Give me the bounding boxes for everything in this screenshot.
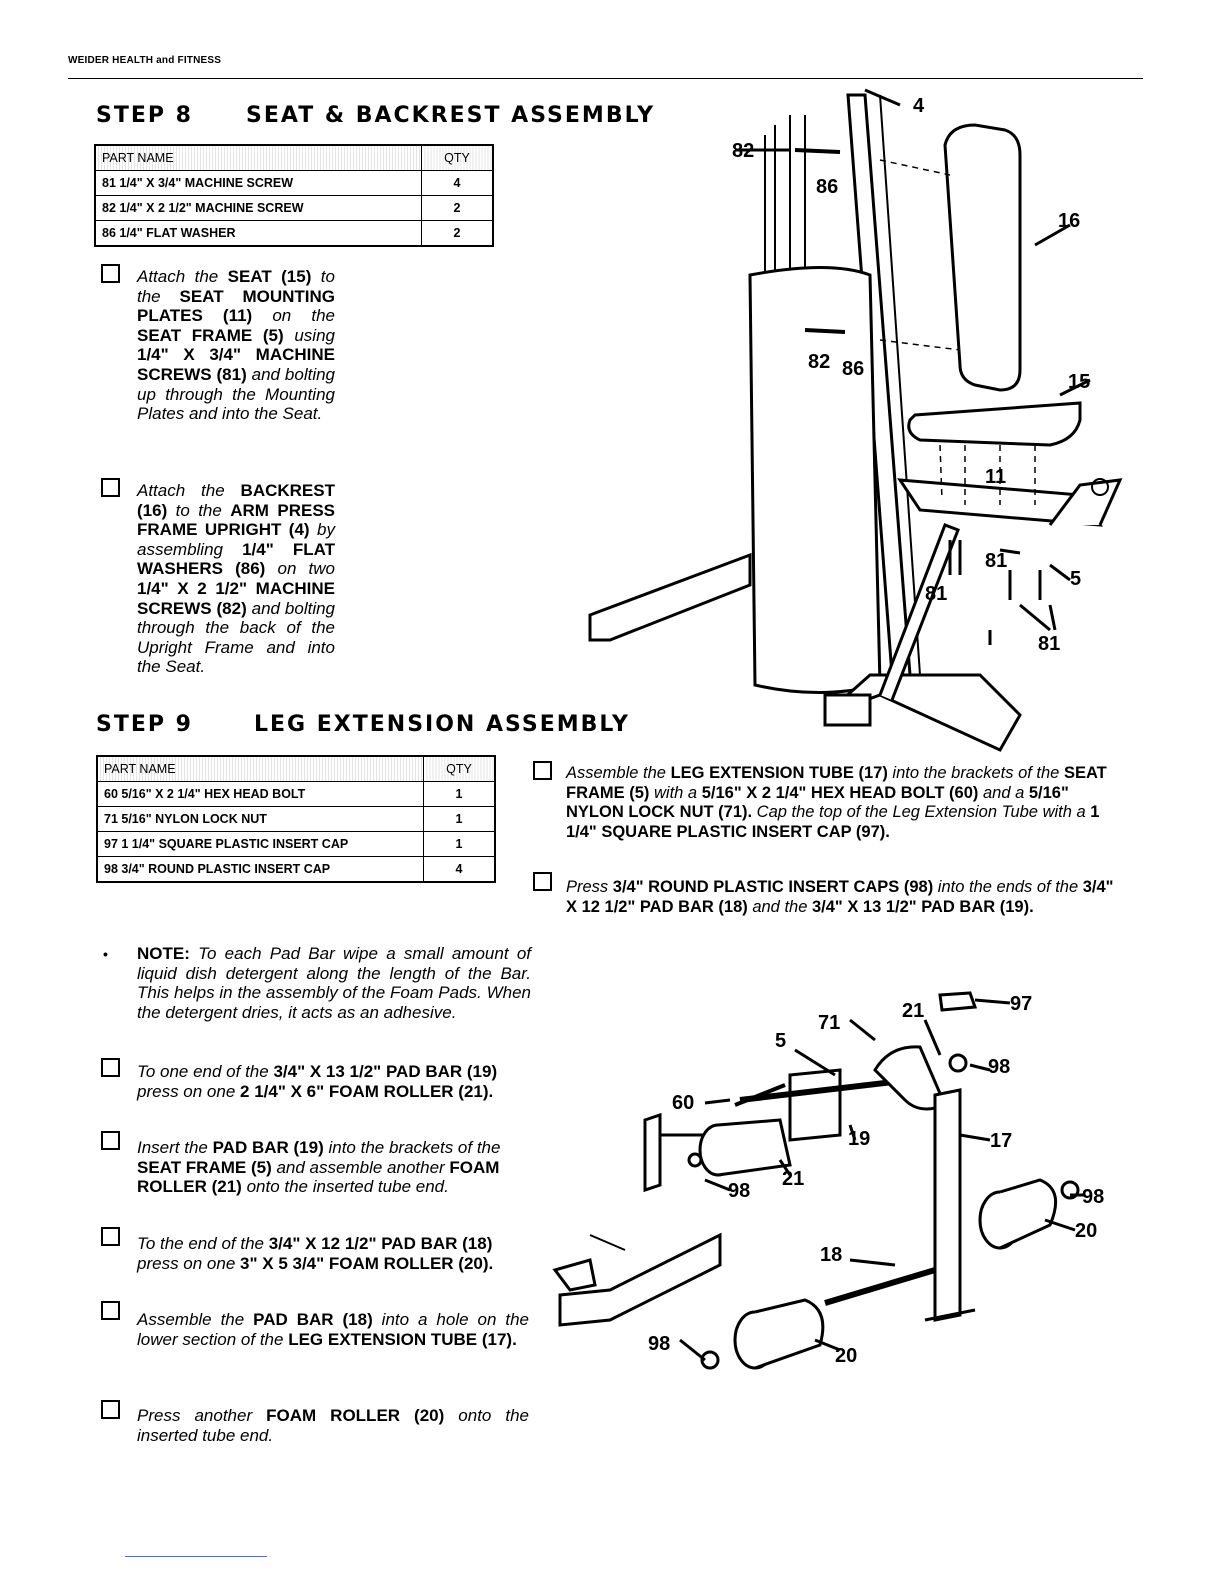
part-cell: 98 3/4" ROUND PLASTIC INSERT CAP [97, 857, 424, 883]
part-cell: 82 1/4" X 2 1/2" MACHINE SCREW [95, 196, 422, 221]
table-row [97, 782, 495, 807]
instruction-press-foam-roller: Press another FOAM ROLLER (20) onto the inserted tube end. [137, 1406, 530, 1445]
step9-number: STEP 9 [96, 712, 193, 737]
callout-86: 86 [816, 176, 839, 198]
checkbox-pad-bar-19[interactable] [101, 1058, 120, 1077]
step9-parts-table [96, 755, 496, 883]
leg-extension-diagram [550, 985, 1130, 1395]
callout-20: 20 [835, 1345, 858, 1367]
checkbox-assemble-pad-bar-18[interactable] [101, 1301, 120, 1320]
step9-heading: LEG EXTENSION ASSEMBLY [254, 712, 630, 737]
instruction-press-round-caps: Press 3/4" ROUND PLASTIC INSERT CAPS (98) into the ends of the 3/4" X 12 1/2" PAD BAR (18) and the 3/4" X 13 1/2" PAD BAR (19). [566, 878, 1114, 916]
qty-cell: 1 [424, 807, 496, 832]
table-row [95, 171, 493, 196]
checkbox-insert-pad-bar[interactable] [101, 1131, 120, 1150]
instruction-pad-bar-19: To one end of the 3/4" X 13 1/2" PAD BAR (19) press on one 2 1/4" X 6" FOAM ROLLER (21). [137, 1062, 498, 1101]
table-row [97, 807, 495, 832]
callout-98: 98 [648, 1333, 671, 1355]
callout-86: 86 [842, 358, 865, 380]
part-cell: 97 1 1/4" SQUARE PLASTIC INSERT CAP [97, 832, 424, 857]
callout-16: 16 [1058, 210, 1081, 232]
callout-81: 81 [1038, 633, 1061, 655]
seat-backrest-diagram [580, 85, 1140, 760]
checkbox-pad-bar-18[interactable] [101, 1227, 120, 1246]
instruction-assemble-leg-tube: Assemble the LEG EXTENSION TUBE (17) into the brackets of the SEAT FRAME (5) with a 5/16" X 2 1/4" HEX HEAD BOLT (60) and a 5/16" NYLON LOCK NUT (71). Cap the top of the Leg Extension Tube with a 1 1/4" SQUARE PLASTIC INSERT CAP (97). [566, 764, 1107, 841]
checkbox-attach-backrest[interactable] [101, 478, 120, 497]
callout-98: 98 [1082, 1186, 1105, 1208]
checkbox-press-foam-roller[interactable] [101, 1400, 120, 1419]
header-rule [68, 78, 1143, 79]
step8-title [96, 103, 655, 128]
qty-cell: 1 [424, 782, 496, 807]
callout-82: 82 [808, 351, 831, 373]
step8-heading: SEAT & BACKREST ASSEMBLY [246, 103, 656, 128]
callout-15: 15 [1068, 371, 1091, 393]
callout-60: 60 [672, 1092, 695, 1114]
table-row [97, 832, 495, 857]
checkbox-press-round-caps[interactable] [533, 872, 552, 891]
instruction-attach-backrest: Attach the BACKREST (16) to the ARM PRESS FRAME UPRIGHT (4) by assembling 1/4" FLAT WASHERS (86) on two 1/4" X 2 1/2" MACHINE SCREWS (82) and bolting through the back of the Upright Frame and into the Seat. [137, 481, 335, 677]
col-part-name: PART NAME [95, 145, 422, 171]
callout-19: 19 [848, 1128, 871, 1150]
callout-18: 18 [820, 1244, 843, 1266]
part-cell: 71 5/16" NYLON LOCK NUT [97, 807, 424, 832]
step8-number: STEP 8 [96, 103, 193, 128]
step8-parts-table [94, 144, 494, 247]
callout-71: 71 [818, 1012, 841, 1034]
col-qty: QTY [424, 756, 496, 782]
callout-21: 21 [782, 1168, 805, 1190]
step9-title [96, 712, 630, 737]
qty-cell: 4 [422, 171, 494, 196]
part-cell: 60 5/16" X 2 1/4" HEX HEAD BOLT [97, 782, 424, 807]
col-qty: QTY [422, 145, 494, 171]
callout-11: 11 [985, 466, 1007, 488]
qty-cell: 2 [422, 221, 494, 247]
part-cell: 81 1/4" X 3/4" MACHINE SCREW [95, 171, 422, 196]
part-cell: 86 1/4" FLAT WASHER [95, 221, 422, 247]
qty-cell: 4 [424, 857, 496, 883]
checkbox-attach-seat[interactable] [101, 264, 120, 283]
table-header-row [97, 756, 495, 782]
instruction-pad-bar-18: To the end of the 3/4" X 12 1/2" PAD BAR (18) press on one 3" X 5 3/4" FOAM ROLLER (20). [137, 1234, 494, 1273]
col-part-name: PART NAME [97, 756, 424, 782]
instruction-insert-pad-bar: Insert the PAD BAR (19) into the brackets of the SEAT FRAME (5) and assemble another FOAM ROLLER (21) onto the inserted tube end. [137, 1138, 501, 1197]
note-text: NOTE: To each Pad Bar wipe a small amount of liquid dish detergent along the length of the Bar. This helps in the assembly of the Foam Pads. When the detergent dries, it acts as an adhesive. [137, 944, 531, 1022]
callout-97: 97 [1010, 993, 1033, 1015]
callout-5: 5 [1070, 568, 1082, 590]
callout-21: 21 [902, 1000, 925, 1022]
callout-98: 98 [728, 1180, 751, 1202]
callout-17: 17 [990, 1130, 1013, 1152]
callout-98: 98 [988, 1056, 1011, 1078]
footer-link-line [125, 1556, 267, 1557]
checkbox-assemble-leg-tube[interactable] [533, 761, 552, 780]
callout-4: 4 [913, 95, 925, 117]
document-header: WEIDER HEALTH and FITNESS [68, 55, 222, 66]
callout-20: 20 [1075, 1220, 1098, 1242]
instruction-assemble-pad-bar-18: Assemble the PAD BAR (18) into a hole on the lower section of the LEG EXTENSION TUBE (17). [137, 1310, 529, 1349]
callout-82: 82 [732, 140, 755, 162]
callout-5: 5 [775, 1030, 787, 1052]
qty-cell: 2 [422, 196, 494, 221]
qty-cell: 1 [424, 832, 496, 857]
table-row [95, 221, 493, 247]
callout-81: 81 [985, 550, 1008, 572]
instruction-attach-seat: Attach the SEAT (15) to the SEAT MOUNTING PLATES (11) on the SEAT FRAME (5) using 1/4" X 3/4" MACHINE SCREWS (81) and bolting up through the Mounting Plates and into the Seat. [137, 267, 335, 424]
table-row [97, 857, 495, 883]
table-row [95, 196, 493, 221]
table-header-row [95, 145, 493, 171]
note-bullet: • [103, 946, 108, 962]
callout-81: 81 [925, 583, 948, 605]
